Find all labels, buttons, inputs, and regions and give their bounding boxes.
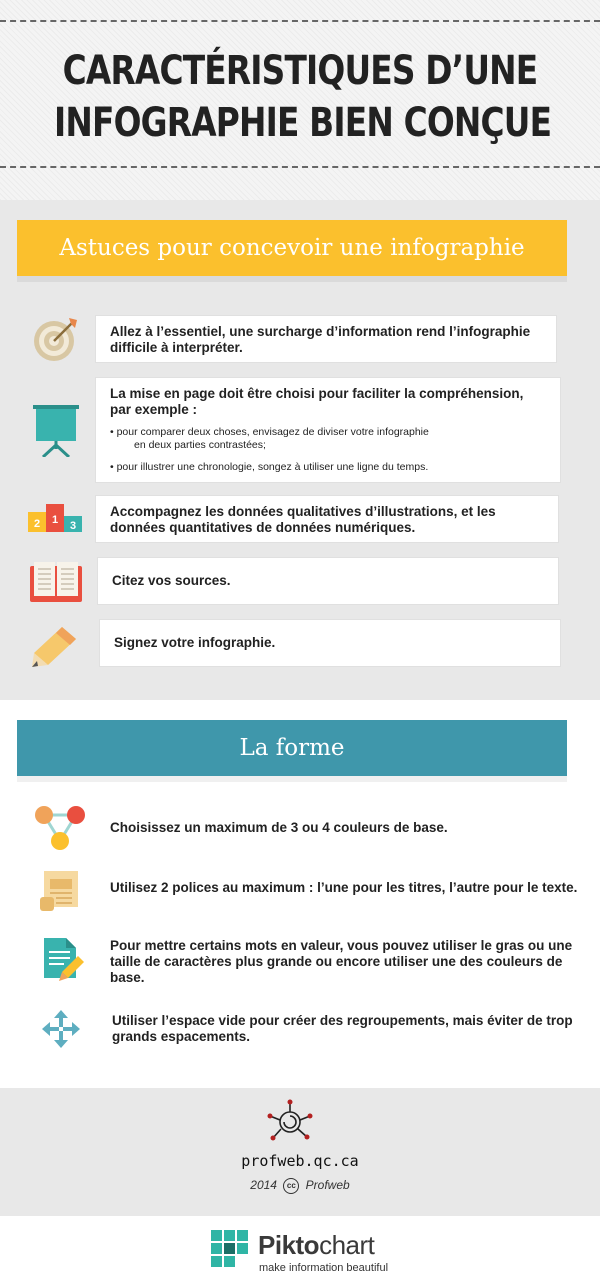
podium-label-3: 3	[69, 520, 77, 532]
forme-text-valeur: Pour mettre certains mots en valeur, vous pouvez utiliser le gras ou une taille de caractères plus grande ou encore utiliser une des couleurs de base.	[110, 938, 573, 985]
tip-card-donnees	[96, 496, 558, 542]
piktochart-wordmark-part2: chart	[319, 1230, 375, 1260]
podium-icon	[28, 504, 82, 532]
piktochart-tagline: make information beautiful	[259, 1262, 389, 1274]
tip-text: La mise en page doit être choisi pour faciliter la compréhension, par exemple :	[110, 386, 524, 417]
section-title-astuces: Astuces pour concevoir une infographie	[17, 220, 567, 276]
document-edit-icon	[44, 938, 84, 982]
piktochart-wordmark-part1: Pikto	[258, 1230, 320, 1260]
profweb-logo-icon	[266, 1098, 314, 1144]
tip-card-signer	[100, 620, 560, 666]
tip-card-mise-en-page	[96, 378, 560, 482]
piktochart-wordmark	[258, 1230, 374, 1261]
dashed-divider-bottom	[0, 166, 600, 168]
page-title-line-1: CARACTÉRISTIQUES D’UNE	[62, 48, 538, 94]
piktochart-logo-icon	[211, 1230, 251, 1272]
dashed-divider-top	[0, 20, 600, 22]
target-icon	[33, 316, 79, 362]
tip-text: Accompagnez les données qualitatives d’illustrations, et les données quantitatives de données numériques.	[110, 504, 496, 535]
presentation-board-icon	[33, 405, 79, 457]
footer-author: Profweb	[305, 1178, 350, 1193]
forme-text-couleurs: Choisissez un maximum de 3 ou 4 couleurs de base.	[110, 820, 448, 835]
forme-text-espace: Utiliser l’espace vide pour créer des regroupements, mais éviter de trop grands espacements.	[112, 1013, 573, 1044]
move-arrows-icon	[42, 1010, 80, 1048]
tip-card-essentiel	[96, 316, 556, 362]
creative-commons-icon: cc	[283, 1178, 299, 1194]
podium-label-2: 2	[33, 518, 41, 530]
header	[0, 0, 600, 200]
footer-copyright	[0, 1178, 600, 1194]
footer-site: profweb.qc.ca	[241, 1152, 359, 1170]
bullet-item: • pour comparer deux choses, envisagez de diviser votre infographie	[110, 426, 429, 438]
page-title-line-2: INFOGRAPHIE BIEN CONÇUE	[54, 100, 552, 146]
color-nodes-icon	[34, 805, 86, 851]
bullet-list	[110, 426, 546, 474]
pencil-icon	[32, 625, 78, 667]
tip-text: Signez votre infographie.	[114, 635, 276, 650]
tip-text: Citez vos sources.	[112, 573, 231, 588]
podium-label-1: 1	[51, 514, 59, 526]
scroll-icon	[40, 871, 80, 911]
bullet-item-continuation: en deux parties contrastées;	[134, 439, 266, 451]
tip-text: Allez à l’essentiel, une surcharge d’information rend l’infographie difficile à interpréter.	[110, 324, 531, 355]
section-title-forme: La forme	[17, 720, 567, 776]
forme-text-polices: Utilisez 2 polices au maximum : l’une pour les titres, l’autre pour le texte.	[110, 880, 578, 895]
tip-card-sources	[98, 558, 558, 604]
book-icon	[30, 562, 82, 604]
footer-year: 2014	[250, 1178, 277, 1193]
bullet-item: • pour illustrer une chronologie, songez à utiliser une ligne du temps.	[110, 461, 429, 473]
